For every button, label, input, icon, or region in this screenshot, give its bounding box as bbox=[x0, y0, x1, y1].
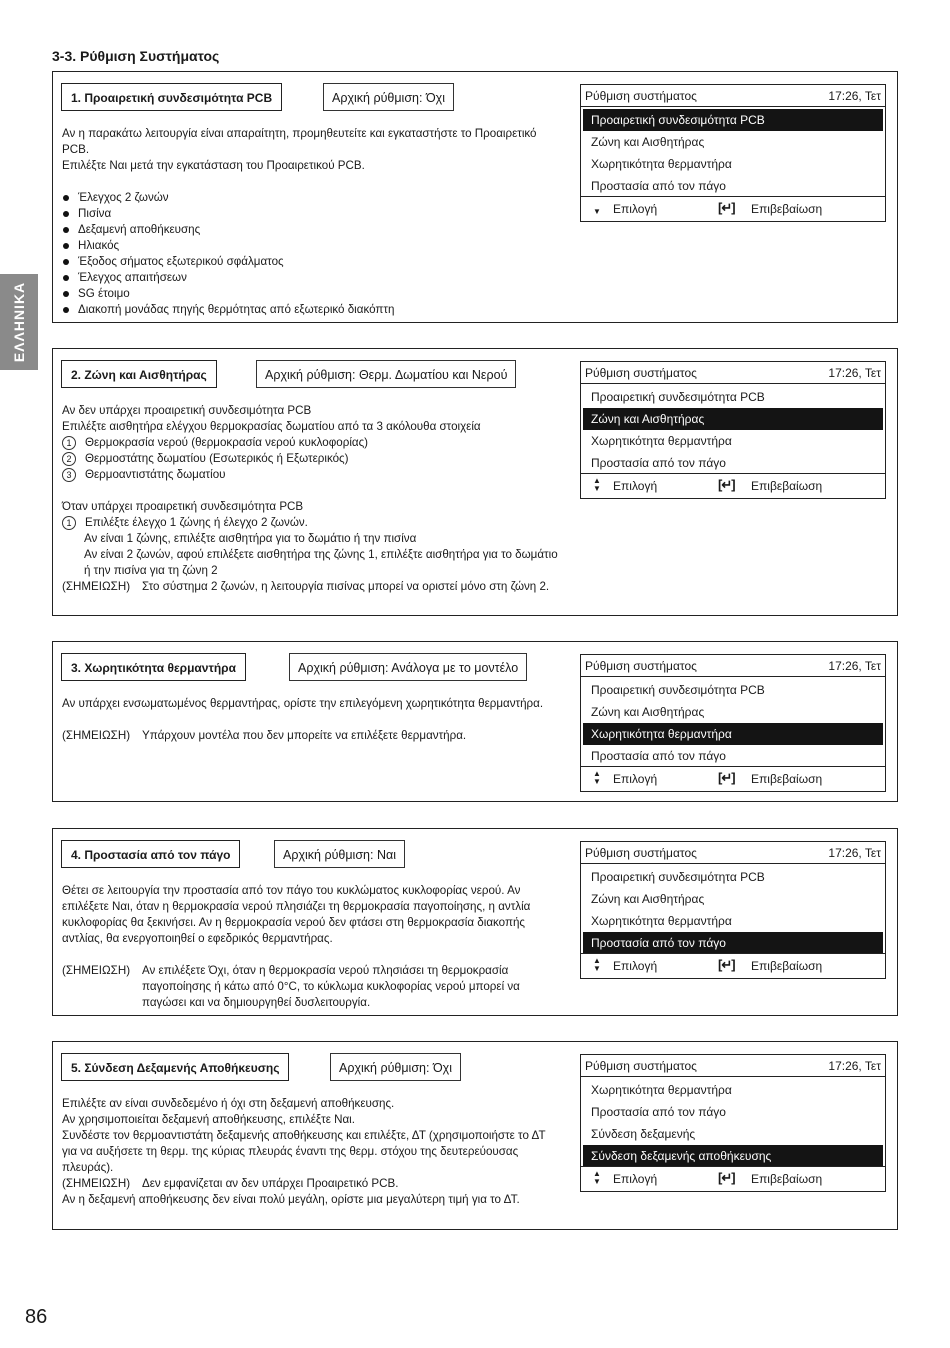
enter-key-icon: [↵] bbox=[718, 957, 735, 972]
lcd-menu-item: Ζώνη και Αισθητήρας bbox=[583, 408, 883, 430]
list-item: Έξοδος σήματος εξωτερικού σφάλματος bbox=[62, 254, 562, 270]
paragraph: Αν η δεξαμενή αποθήκευσης δεν είναι πολύ μεγάλη, ορίστε μια μεγαλύτερη τιμή για το ΔΤ. bbox=[62, 1193, 520, 1206]
lcd-menu-item: Σύνδεση δεξαμενής bbox=[591, 1127, 696, 1141]
lcd-menu-item: Προαιρετική συνδεσιμότητα PCB bbox=[583, 109, 883, 131]
lcd-menu-item: Προστασία από τον πάγο bbox=[583, 932, 883, 954]
lcd-menu-item: Σύνδεση δεξαμενής αποθήκευσης bbox=[583, 1145, 883, 1167]
default-setting: Αρχική ρύθμιση: Ανάλογα με το μοντέλο bbox=[289, 653, 527, 681]
paragraph: Επιλέξτε αισθητήρα ελέγχου θερμοκρασίας δωματίου από τα 3 ακόλουθα στοιχεία bbox=[62, 420, 481, 433]
lcd-menu-item: Ζώνη και Αισθητήρας bbox=[591, 705, 705, 719]
lcd-title: Ρύθμιση συστήματος bbox=[585, 1059, 697, 1073]
lcd-menu-item: Προαιρετική συνδεσιμότητα PCB bbox=[591, 390, 765, 404]
section-title: 3. Χωρητικότητα θερμαντήρα bbox=[61, 653, 246, 681]
lcd-title: Ρύθμιση συστήματος bbox=[585, 366, 697, 380]
confirm-label: Επιβεβαίωση bbox=[751, 1172, 823, 1186]
up-down-arrow-icon: ▲ ▼ bbox=[593, 476, 601, 493]
list-item: Δεξαμενή αποθήκευσης bbox=[62, 222, 562, 238]
section-optional-pcb bbox=[52, 71, 898, 323]
lcd-menu-item: Προαιρετική συνδεσιμότητα PCB bbox=[591, 870, 765, 884]
select-label: Επιλογή bbox=[613, 959, 658, 973]
list-item: Ηλιακός bbox=[62, 238, 562, 254]
section-title: 1. Προαιρετική συνδεσιμότητα PCB bbox=[61, 83, 282, 111]
enter-key-icon: [↵] bbox=[718, 200, 735, 215]
list-item: Διακοπή μονάδας πηγής θερμότητας από εξωτερικό διακόπτη bbox=[62, 302, 562, 318]
lcd-time: 17:26, Τετ bbox=[828, 366, 881, 380]
note: (ΣΗΜΕΙΩΣΗ) Στο σύστημα 2 ζωνών, η λειτουργία πισίνας μπορεί να οριστεί μόνο στη ζώνη 2. bbox=[62, 580, 550, 593]
numbered-item: 1 Επιλέξτε έλεγχο 1 ζώνης ή έλεγχο 2 ζωνών. bbox=[62, 515, 562, 531]
lcd-time: 17:26, Τετ bbox=[828, 1059, 881, 1073]
paragraph: Αν χρησιμοποιείται δεξαμενή αποθήκευσης, επιλέξτε Ναι. bbox=[62, 1113, 355, 1126]
lcd-title: Ρύθμιση συστήματος bbox=[585, 89, 697, 103]
note: (ΣΗΜΕΙΩΣΗ) Δεν εμφανίζεται αν δεν υπάρχει Προαιρετικό PCB. bbox=[62, 1177, 399, 1190]
lcd-menu-item: Προστασία από τον πάγο bbox=[591, 1105, 726, 1119]
up-down-arrow-icon: ▲ ▼ bbox=[593, 956, 601, 973]
section-body bbox=[62, 696, 562, 744]
lcd-title: Ρύθμιση συστήματος bbox=[585, 846, 697, 860]
section-heater-capacity bbox=[52, 641, 898, 802]
section-title: 5. Σύνδεση Δεξαμενής Αποθήκευσης bbox=[61, 1053, 289, 1081]
lcd-menu-item: Χωρητικότητα θερμαντήρα bbox=[591, 157, 732, 171]
paragraph: Αν η παρακάτω λειτουργία είναι απαραίτητη, προμηθευτείτε και εγκαταστήστε το Προαιρετικό PCB. bbox=[62, 127, 537, 156]
lcd-menu-item: Ζώνη και Αισθητήρας bbox=[591, 135, 705, 149]
list-item: SG έτοιμο bbox=[62, 286, 562, 302]
section-frost-protection bbox=[52, 828, 898, 1016]
numbered-item: 2 Θερμοστάτης δωματίου (Εσωτερικός ή Εξωτερικός) bbox=[62, 451, 562, 467]
paragraph: Όταν υπάρχει προαιρετική συνδεσιμότητα PCB bbox=[62, 500, 304, 513]
lcd-time: 17:26, Τετ bbox=[828, 89, 881, 103]
select-label: Επιλογή bbox=[613, 1172, 658, 1186]
list-item: Έλεγχος 2 ζωνών bbox=[62, 190, 562, 206]
paragraph: Αν είναι 1 ζώνης, επιλέξτε αισθητήρα για το δωμάτιο ή την πισίνα bbox=[84, 532, 417, 545]
default-setting: Αρχική ρύθμιση: Όχι bbox=[323, 83, 454, 111]
default-setting: Αρχική ρύθμιση: Θερμ. Δωματίου και Νερού bbox=[256, 360, 516, 388]
up-down-arrow-icon: ▲ ▼ bbox=[593, 769, 601, 786]
confirm-label: Επιβεβαίωση bbox=[751, 772, 823, 786]
paragraph: Αν δεν υπάρχει προαιρετική συνδεσιμότητα PCB bbox=[62, 404, 312, 417]
lcd-menu-item: Χωρητικότητα θερμαντήρα bbox=[591, 1083, 732, 1097]
section-body bbox=[62, 126, 562, 318]
list-item: Πισίνα bbox=[62, 206, 562, 222]
function-list bbox=[62, 190, 562, 318]
lcd-panel bbox=[580, 654, 886, 792]
select-label: Επιλογή bbox=[613, 772, 658, 786]
confirm-label: Επιβεβαίωση bbox=[751, 479, 823, 493]
page-heading: 3-3. Ρύθμιση Συστήματος bbox=[52, 48, 220, 64]
list-item: Έλεγχος απαιτήσεων bbox=[62, 270, 562, 286]
lcd-menu-item: Ζώνη και Αισθητήρας bbox=[591, 892, 705, 906]
section-title: 2. Ζώνη και Αισθητήρας bbox=[61, 360, 217, 388]
lcd-time: 17:26, Τετ bbox=[828, 846, 881, 860]
select-label: Επιλογή bbox=[613, 479, 658, 493]
section-title: 4. Προστασία από τον πάγο bbox=[61, 840, 240, 868]
note: (ΣΗΜΕΙΩΣΗ) Υπάρχουν μοντέλα που δεν μπορείτε να επιλέξετε θερμαντήρα. bbox=[62, 729, 467, 742]
section-body bbox=[62, 403, 562, 595]
enter-key-icon: [↵] bbox=[718, 477, 735, 492]
section-body bbox=[62, 1096, 562, 1208]
up-down-arrow-icon: ▲ ▼ bbox=[593, 1169, 601, 1186]
section-body bbox=[62, 883, 562, 1011]
lcd-panel bbox=[580, 1054, 886, 1192]
default-setting: Αρχική ρύθμιση: Όχι bbox=[330, 1053, 461, 1081]
down-arrow-icon: ▼ bbox=[593, 207, 601, 216]
paragraph: Αν είναι 2 ζωνών, αφού επιλέξετε αισθητήρα της ζώνης 1, επιλέξτε αισθητήρα για το δωμάτιο ή την πισίνα για τη ζώνη 2 bbox=[84, 548, 558, 577]
lcd-time: 17:26, Τετ bbox=[828, 659, 881, 673]
lcd-menu-item: Χωρητικότητα θερμαντήρα bbox=[583, 723, 883, 745]
section-zone-sensor bbox=[52, 348, 898, 616]
lcd-menu-item: Προστασία από τον πάγο bbox=[591, 179, 726, 193]
side-tab-label: ΕΛΛΗΝΙΚΑ bbox=[11, 281, 27, 363]
paragraph: Αν υπάρχει ενσωματωμένος θερμαντήρας, ορίστε την επιλεγόμενη χωρητικότητα θερμαντήρα. bbox=[62, 697, 544, 710]
paragraph: Επιλέξτε Ναι μετά την εγκατάσταση του Προαιρετικού PCB. bbox=[62, 159, 365, 172]
lcd-menu-item: Προαιρετική συνδεσιμότητα PCB bbox=[591, 683, 765, 697]
default-setting: Αρχική ρύθμιση: Ναι bbox=[274, 840, 405, 868]
lcd-title: Ρύθμιση συστήματος bbox=[585, 659, 697, 673]
paragraph: Θέτει σε λειτουργία την προστασία από τον πάγο του κυκλώματος κυκλοφορίας νερού. Αν επιλέξετε Ναι, όταν η θερμοκρασία νερού πλησιάζει τη θερμοκρασία παγοποίησης, η αντλία κυκλοφορίας θα ξεκινήσει. Αν η θερμοκρασία νερού δεν φτάσει στη θερμοκρασία διακοπής αντλίας, θα ενεργοποιηθεί ο εφεδρικός θερμαντήρας. bbox=[62, 884, 531, 945]
numbered-item: 3 Θερμοαντιστάτης δωματίου bbox=[62, 467, 562, 483]
confirm-label: Επιβεβαίωση bbox=[751, 959, 823, 973]
enter-key-icon: [↵] bbox=[718, 1170, 735, 1185]
note: (ΣΗΜΕΙΩΣΗ) Αν επιλέξετε Όχι, όταν η θερμοκρασία νερού πλησιάσει τη θερμοκρασία παγοποίησης ή κάτω από 0°C, το κύκλωμα κυκλοφορίας νερού μπορεί να παγώσει και να δημιουργηθεί δυσλειτουργία. bbox=[62, 964, 520, 1009]
lcd-menu-item: Χωρητικότητα θερμαντήρα bbox=[591, 914, 732, 928]
lcd-menu-item: Προστασία από τον πάγο bbox=[591, 456, 726, 470]
page-number: 86 bbox=[25, 1306, 48, 1328]
lcd-panel bbox=[580, 361, 886, 499]
confirm-label: Επιβεβαίωση bbox=[751, 202, 823, 216]
enter-key-icon: [↵] bbox=[718, 770, 735, 785]
select-label: Επιλογή bbox=[613, 202, 658, 216]
lcd-menu-item: Χωρητικότητα θερμαντήρα bbox=[591, 434, 732, 448]
lcd-menu-item: Προστασία από τον πάγο bbox=[591, 749, 726, 763]
paragraph: Συνδέστε τον θερμοαντιστάτη δεξαμενής αποθήκευσης και επιλέξτε, ΔΤ (χρησιμοποιήστε το ΔΤ για να αυξήσετε τη θερμ. της κύριας πλευράς έναντι της θερμ. στόχου της δευτερεύουσας πλευράς). bbox=[62, 1129, 546, 1174]
numbered-item: 1 Θερμοκρασία νερού (θερμοκρασία νερού κυκλοφορίας) bbox=[62, 435, 562, 451]
lcd-panel bbox=[580, 84, 886, 222]
language-side-tab bbox=[0, 274, 38, 370]
paragraph: Επιλέξτε αν είναι συνδεδεμένο ή όχι στη δεξαμενή αποθήκευσης. bbox=[62, 1097, 395, 1110]
section-storage-tank bbox=[52, 1041, 898, 1230]
lcd-panel bbox=[580, 841, 886, 979]
